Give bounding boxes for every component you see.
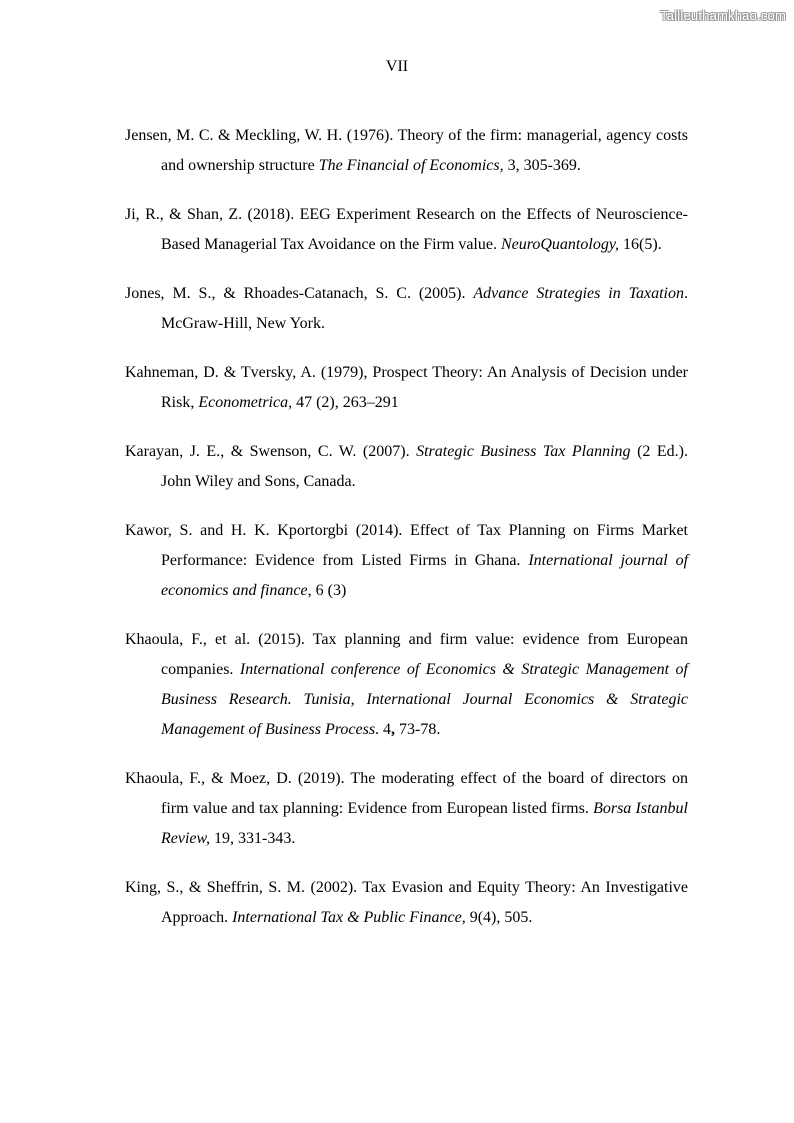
- reference-list: [125, 121, 688, 952]
- reference-source-title: International conference of Economics & Strategic Management of Business Research. Tunisia, International Journal Economics & Strategic Management of Business Process: [161, 661, 689, 738]
- reference-text: , 47 (2), 263–291: [288, 394, 399, 411]
- reference-source-title: The Financial of Economics,: [318, 157, 504, 174]
- reference-source-title: Econometrica: [198, 394, 289, 411]
- reference-text: Kawor, S. and H. K. Kportorgbi (2014). Effect of Tax Planning on Firms Market Performance: Evidence from Listed Firms in Ghana.: [125, 522, 688, 569]
- reference-text: Kahneman, D. & Tversky, A. (1979), Prospect Theory: An Analysis of Decision under Risk,: [125, 364, 688, 411]
- reference-text: 9(4), 505.: [465, 909, 533, 926]
- reference-text: King, S., & Sheffrin, S. M. (2002). Tax Evasion and Equity Theory: An Investigative Approach.: [125, 879, 688, 926]
- reference-source-title: NeuroQuantology,: [500, 236, 620, 253]
- reference-source-title: International journal of economics and finance: [161, 552, 689, 599]
- reference-text: (2 Ed.). John Wiley and Sons, Canada.: [161, 443, 688, 490]
- reference-entry: [125, 516, 688, 606]
- reference-source-title: Borsa Istanbul Review,: [161, 800, 688, 847]
- reference-entry: [125, 279, 688, 339]
- watermark-text: Tailieuthamkhao.com: [660, 8, 786, 23]
- reference-text: Khaoula, F., et al. (2015). Tax planning and firm value: evidence from European companies.: [125, 631, 688, 678]
- reference-entry: [125, 764, 688, 854]
- reference-text: , 6 (3): [307, 582, 347, 599]
- reference-text: . 4: [375, 721, 392, 738]
- reference-source-title: Strategic Business Tax Planning: [416, 443, 631, 460]
- reference-text: 19, 331-343.: [210, 830, 296, 847]
- reference-text: Jensen, M. C. & Meckling, W. H. (1976). Theory of the firm: managerial, agency costs and ownership structure: [125, 127, 688, 174]
- reference-source-title: International Tax & Public Finance,: [232, 909, 466, 926]
- reference-text: 3, 305-369.: [503, 157, 581, 174]
- reference-text: Jones, M. S., & Rhoades-Catanach, S. C. (2005).: [125, 285, 474, 302]
- reference-text: Karayan, J. E., & Swenson, C. W. (2007).: [125, 443, 417, 460]
- reference-entry: [125, 200, 688, 260]
- reference-entry: [125, 437, 688, 497]
- reference-text: 73-78.: [395, 721, 441, 738]
- reference-text: Ji, R., & Shan, Z. (2018). EEG Experiment Research on the Effects of Neuroscience-Based Managerial Tax Avoidance on the Firm value.: [125, 206, 688, 253]
- reference-source-title: Advance Strategies in Taxation: [473, 285, 685, 302]
- reference-entry: [125, 121, 688, 181]
- reference-entry: [125, 358, 688, 418]
- reference-text: . McGraw-Hill, New York.: [161, 285, 689, 332]
- reference-text: 16(5).: [619, 236, 662, 253]
- page-number: VII: [385, 58, 409, 75]
- reference-entry: [125, 625, 688, 745]
- reference-entry: [125, 873, 688, 933]
- reference-text: ,: [391, 721, 396, 738]
- reference-text: Khaoula, F., & Moez, D. (2019). The moderating effect of the board of directors on firm value and tax planning: Evidence from European listed firms.: [125, 770, 688, 817]
